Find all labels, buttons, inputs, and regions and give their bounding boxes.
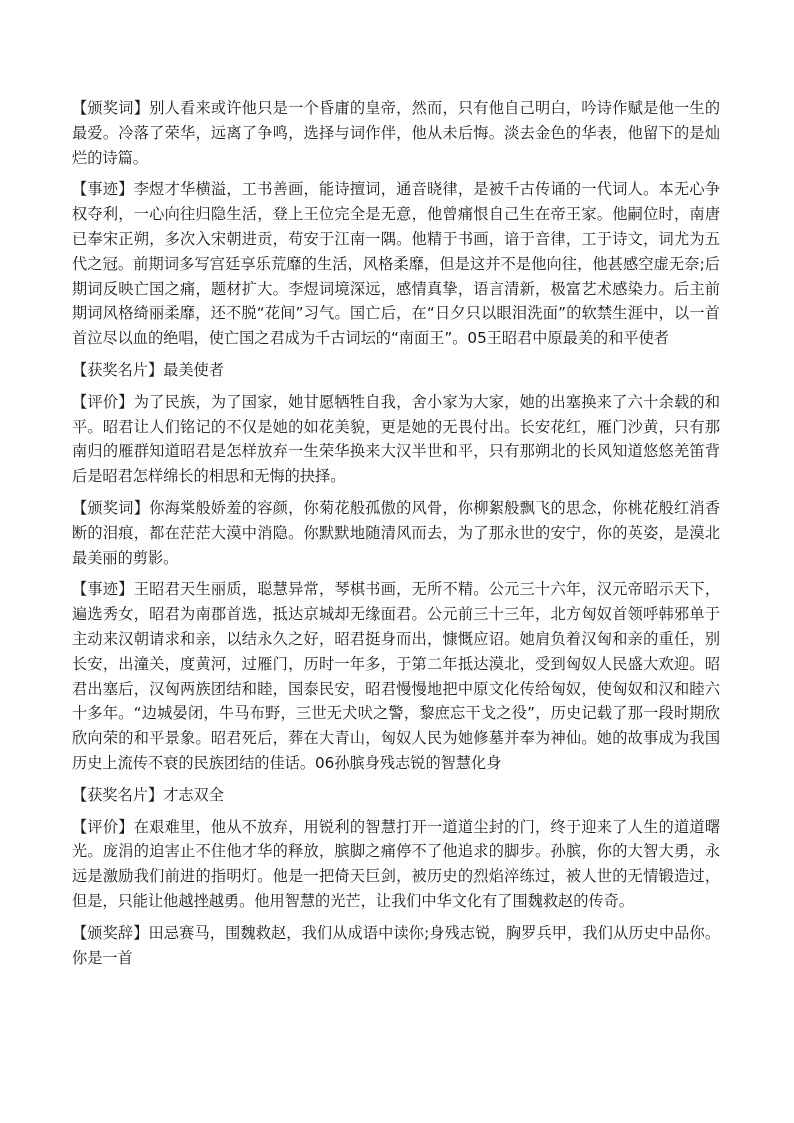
- section-tag: 【颁奖辞】: [72, 923, 149, 942]
- section-tag: 【获奖名片】: [72, 360, 164, 379]
- paragraph-text: 王昭君天生丽质，聪慧异常，琴棋书画，无所不精。公元三十六年，汉元帝昭示天下，遍选秀女，昭君为南郡首选，抵达京城却无缘面君。公元前三十三年，北方匈奴首领呼韩邪单于主动来汉朝请求和亲，以结永久之好，昭君挺身而出，慷慨应诏。她肩负着汉匈和亲的重任，别长安，出潼关，度黄河，过雁门，历时一年多，于第二年抵达漠北，受到匈奴人民盛大欢迎。昭君出塞后，汉匈两族团结和睦，国泰民安，昭君慢慢地把中原文化传给匈奴，使匈奴和汉和睦六十多年。“边城晏闭，牛马布野，三世无犬吠之警，黎庶忘干戈之役”，历史记载了那一段时期欣欣向荣的和平景象。昭君死后，葬在大青山，匈奴人民为她修墓并奉为神仙。她的故事成为我国历史上流传不衰的民族团结的佳话。06孙膑身残志锐的智慧化身: [72, 580, 721, 772]
- document-body: [72, 96, 720, 977]
- section-tag: 【获奖名片】: [72, 785, 164, 804]
- paragraph-text: 别人看来或许他只是一个昏庸的皇帝，然而，只有他自己明白，吟诗作赋是他一生的最爱。冷落了荣华，远离了争鸣，选择与词作伴，他从未后悔。淡去金色的华表，他留下的是灿烂的诗篇。: [72, 99, 721, 167]
- paragraph-award-card-wang-zhaojun: [72, 358, 720, 383]
- paragraph-text: 田忌赛马，围魏救赵，我们从成语中读你;身残志锐，胸罗兵甲，我们从历史中品你。你是一首: [72, 923, 721, 967]
- paragraph-evaluation-wang-zhaojun: [72, 390, 720, 489]
- paragraph-text: 才志双全: [163, 785, 224, 804]
- paragraph-award-speech-sun-bin: [72, 921, 720, 971]
- section-tag: 【颁奖词】: [72, 99, 150, 117]
- section-tag: 【事迹】: [72, 180, 134, 199]
- paragraph-award-speech-wang-zhaojun: [72, 496, 720, 570]
- section-tag: 【事迹】: [72, 580, 134, 599]
- paragraph-deeds-wang-zhaojun: [72, 577, 720, 775]
- paragraph-text: 为了民族，为了国家，她甘愿牺牲自我，舍小家为大家，她的出塞换来了六十余载的和平。昭君让人们铭记的不仅是她的如花美貌，更是她的无畏付出。长安花红，雁门沙黄，只有那南归的雁群知道昭君是怎样放弃一生荣华换来大汉半世和平，只有那朔北的长风知道悠悠羌笛背后是昭君怎样绵长的相思和无悔的抉择。: [72, 392, 721, 486]
- paragraph-evaluation-sun-bin: [72, 815, 720, 914]
- paragraph-deeds-li-yu: [72, 177, 720, 351]
- paragraph-text: 在艰难里，他从不放弃，用锐利的智慧打开一道道尘封的门，终于迎来了人生的道道曙光。庞涓的迫害止不住他才华的释放，膑脚之痛停不了他追求的脚步。孙膑，你的大智大勇，永远是激励我们前进的指明灯。他是一把倚天巨剑，被历史的烈焰淬练过，被人世的无情锻造过，但是，只能让他越挫越勇。他用智慧的光芒，让我们中华文化有了围魏救赵的传奇。: [72, 817, 721, 910]
- paragraph-text: 最美使者: [163, 360, 224, 379]
- section-tag: 【评价】: [72, 817, 134, 836]
- section-tag: 【颁奖词】: [72, 498, 150, 517]
- paragraph-award-card-sun-bin: [72, 783, 720, 808]
- paragraph-award-speech-li-yu: [72, 96, 720, 170]
- paragraph-text: 李煜才华横溢，工书善画，能诗擅词，通音晓律，是被千古传诵的一代词人。本无心争权夺利，一心向往归隐生活，登上王位完全是无意，他曾痛恨自己生在帝王家。他嗣位时，南唐已奉宋正朔，多次入宋朝进贡，苟安于江南一隅。他精于书画，谙于音律，工于诗文，词尤为五代之冠。前期词多写宫廷享乐荒靡的生活，风格柔靡，但是这并不是他向往，他甚感空虚无奈;后期词反映亡国之痛，题材扩大。李煜词境深远，感情真挚，语言清新，极富艺术感染力。后主前期词风格绮丽柔靡，还不脱“花间”习气。国亡后，在“日夕只以眼泪洗面”的软禁生涯中，以一首首泣尽以血的绝唱，使亡国之君成为千古词坛的“南面王”。05王昭君中原最美的和平使者: [72, 180, 721, 348]
- paragraph-text: 你海棠般娇羞的容颜，你菊花般孤傲的风骨，你柳絮般飘飞的思念，你桃花般红消香断的泪痕，都在茫茫大漠中消隐。你默默地随清风而去，为了那永世的安宁，你的英姿，是漠北最美丽的剪影。: [72, 498, 721, 567]
- section-tag: 【评价】: [72, 392, 134, 411]
